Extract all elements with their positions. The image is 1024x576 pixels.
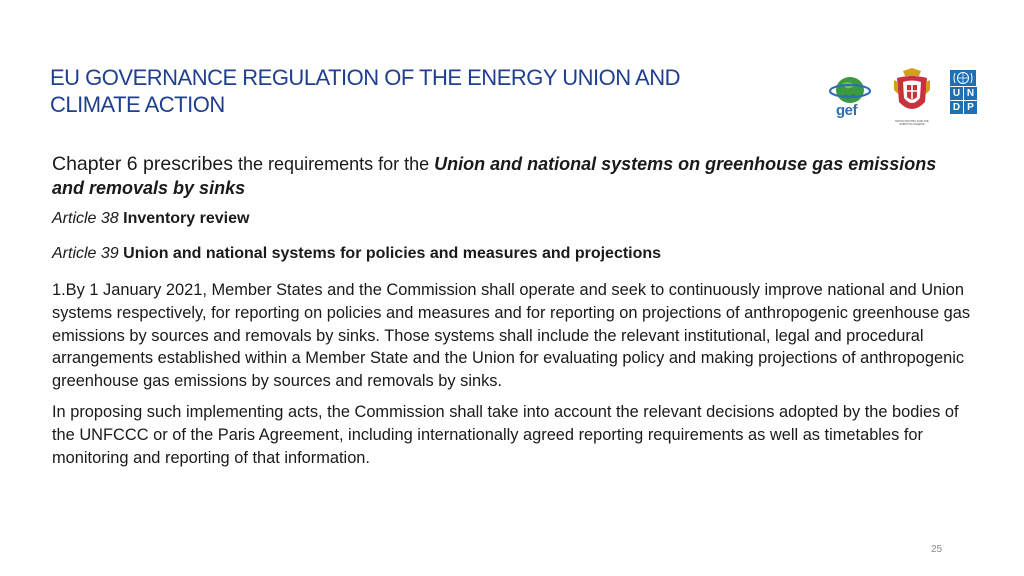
ministry-caption: МИНИСТАРСТВО ЗАШТИТЕ ЖИВОТНЕ СРЕДИНЕ [895, 120, 929, 126]
gef-logo [828, 74, 872, 122]
un-emblem-icon [950, 70, 976, 86]
article-number: Article 39 [52, 245, 119, 262]
undp-letter: P [964, 101, 977, 114]
page-number: 25 [931, 544, 943, 555]
undp-logo [950, 70, 976, 126]
serbia-coat-of-arms-logo [890, 68, 934, 128]
serbia-coat-of-arms-icon [890, 68, 934, 120]
article-38 [52, 209, 972, 229]
undp-letter: N [964, 87, 977, 100]
article-title: Union and national systems for policies and measures and projections [123, 245, 662, 262]
paragraph-systems: 1.By 1 January 2021, Member States and the Commission shall operate and seek to continuously improve national and Union systems respectively, for reporting on policies and measures and for reporting on projections of anthropogenic greenhouse gas emissions by sources and removals by sinks. Those systems shall include the relevant institutional, legal and procedural arrangements established within a Member State and the Union for evaluating policy and making projections of anthropogenic greenhouse gas emissions by sources and removals by sinks. [52, 281, 971, 391]
chapter-lead: Chapter 6 prescribes [52, 153, 234, 175]
article-39 [52, 244, 972, 264]
undp-letter-grid [950, 87, 977, 114]
article-number: Article 38 [52, 210, 119, 227]
chapter-middle: the requirements for the [233, 154, 435, 174]
paragraph-implementing-acts: In proposing such implementing acts, the Commission shall take into account the relevant decisions adopted by the bodies of the UNFCCC or of the Paris Agreement, including internationally agreed reporting requirements as well as timetables for monitoring and reporting of that information. [52, 402, 959, 467]
chapter-emphasis: Union and national systems on greenhouse gas emissions and removals by sinks [52, 154, 937, 198]
article-title: Inventory review [123, 210, 250, 227]
chapter-summary [52, 152, 972, 200]
undp-letter: D [950, 101, 963, 114]
slide-body [52, 152, 972, 477]
gef-wordmark: gef [836, 102, 857, 119]
slide-title: EU GOVERNANCE REGULATION OF THE ENERGY UNION AND CLIMATE ACTION [50, 65, 680, 117]
undp-letter: U [950, 87, 963, 100]
